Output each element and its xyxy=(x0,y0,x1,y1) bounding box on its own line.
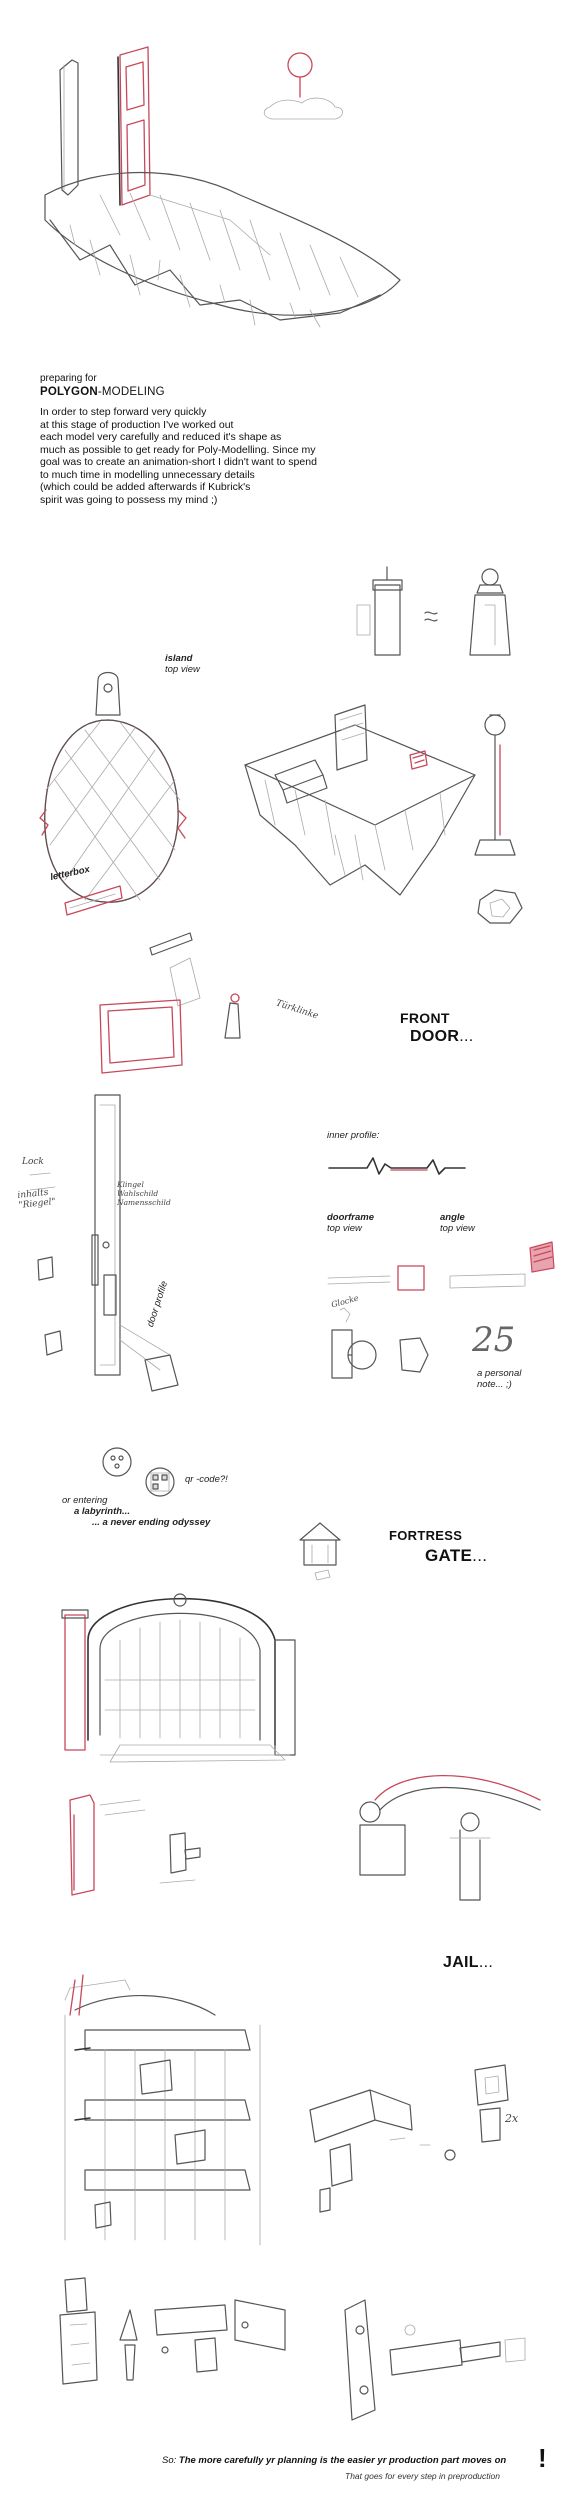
doorframe-line: doorframe xyxy=(327,1212,374,1223)
personal-note-line: note... ;) xyxy=(477,1379,512,1390)
klingel-line: Wahlschild xyxy=(117,1189,159,1198)
island-label-line: top view xyxy=(165,664,200,675)
angle-line: top view xyxy=(440,1223,475,1234)
riegel-line: inhalts xyxy=(17,1187,49,1201)
fortress-gate-heading-line2 xyxy=(425,1546,487,1566)
mailbox-post-sketch xyxy=(345,565,555,660)
klingel-line: Klingel xyxy=(117,1180,144,1189)
angle-label xyxy=(440,1212,475,1234)
door-handle-note: Türklinke xyxy=(274,998,320,1022)
labyrinth-line: a labyrinth... xyxy=(74,1506,130,1517)
footer-main xyxy=(162,2455,532,2466)
personal-note-line: a personal xyxy=(477,1368,522,1379)
inner-profile-sketch xyxy=(327,1148,467,1188)
doodle-number: 25 xyxy=(472,1320,516,1360)
fortress-gate-line2: GATE xyxy=(425,1546,473,1565)
intro-line: In order to step forward very quickly xyxy=(40,406,207,418)
riegel-note xyxy=(17,1187,56,1211)
door-profile-label: door profile xyxy=(145,1279,171,1329)
intro-title xyxy=(40,386,500,399)
gate-details-sketch xyxy=(60,1795,290,1905)
intro-body xyxy=(40,406,500,506)
footer-main-text: The more carefully yr planning is the easier yr production part moves on xyxy=(178,2455,507,2466)
intro-line: (which could be added afterwards if Kubrick's xyxy=(40,481,251,493)
qr-code-label: qr -code?! xyxy=(185,1474,228,1485)
fortress-gate-sketch xyxy=(60,1570,320,1770)
intro-line: to much time in modelling unnecessary details xyxy=(40,468,255,481)
lock-note: Lock xyxy=(22,1157,44,1167)
fortress-gate-line1: FORTRESS xyxy=(389,1528,463,1543)
riegel-line: "Riegel" xyxy=(18,1197,57,1211)
angle-line: angle xyxy=(440,1212,465,1223)
letterbox-label: letterbox xyxy=(49,863,91,884)
door-knob-sketch xyxy=(320,1300,440,1390)
intro-title-bold: POLYGON xyxy=(40,385,98,398)
intro-line: spirit was going to possess my mind ;) xyxy=(40,493,218,506)
fortress-gate-heading xyxy=(389,1528,462,1543)
intro-line: each model very carefully and reduced it's shape as xyxy=(40,431,282,443)
gate-pillar-detail-sketch xyxy=(320,1760,550,1910)
island-label-line: island xyxy=(165,653,193,664)
inner-profile-label: inner profile: xyxy=(327,1130,380,1141)
klingel-note xyxy=(117,1180,171,1207)
jail-heading xyxy=(443,1954,493,1972)
jail-word: JAIL xyxy=(443,1954,479,1971)
front-door-heading-line2 xyxy=(410,1028,473,1046)
intro-block xyxy=(40,373,500,506)
island-top-view-label xyxy=(165,653,200,675)
doorframe-line: top view xyxy=(327,1223,362,1234)
intro-line: at this stage of production I've worked out xyxy=(40,418,234,431)
jail-hinges-sketch xyxy=(45,2270,345,2420)
intro-line: goal was to create an animation-short I didn't want to spend xyxy=(40,456,317,468)
intro-title-rest: -MODELING xyxy=(97,385,165,398)
klingel-line: Namensschild xyxy=(117,1198,171,1207)
front-door-line1: FRONT xyxy=(400,1010,450,1026)
jail-lock-sketch xyxy=(300,2050,520,2250)
intro-kicker: preparing for xyxy=(40,373,97,384)
footer-prefix: So: xyxy=(162,2455,177,2466)
front-door-dots: ... xyxy=(459,1028,474,1045)
bell-note: Glocke xyxy=(330,1293,360,1310)
labyrinth-line: or entering xyxy=(62,1495,108,1506)
fortress-gate-dots: ... xyxy=(472,1546,488,1565)
jail-door-sketch xyxy=(45,1970,285,2260)
front-door-line2: DOOR xyxy=(410,1028,460,1045)
front-door-heading xyxy=(400,1010,450,1026)
footer-exclamation: ! xyxy=(538,2443,547,2473)
doorframe-label xyxy=(327,1212,374,1234)
intro-line: much as possible to get ready for Poly-Modelling. Since my xyxy=(40,443,316,456)
footer-sub: That goes for every step in preproduction xyxy=(345,2471,500,2481)
jail-2x-note: 2x xyxy=(505,2112,519,2125)
jail-dots: ... xyxy=(478,1954,494,1971)
jail-bolt-sketch xyxy=(330,2290,550,2430)
doorframe-angle-sketch xyxy=(320,1238,560,1298)
labyrinth-line: ... a never ending odyssey xyxy=(92,1517,211,1528)
floating-island-door-sketch xyxy=(40,45,540,365)
lamp-post-sketch xyxy=(470,705,545,935)
island-perspective-sketch xyxy=(235,685,495,905)
personal-note xyxy=(477,1368,521,1390)
labyrinth-label xyxy=(62,1495,210,1528)
